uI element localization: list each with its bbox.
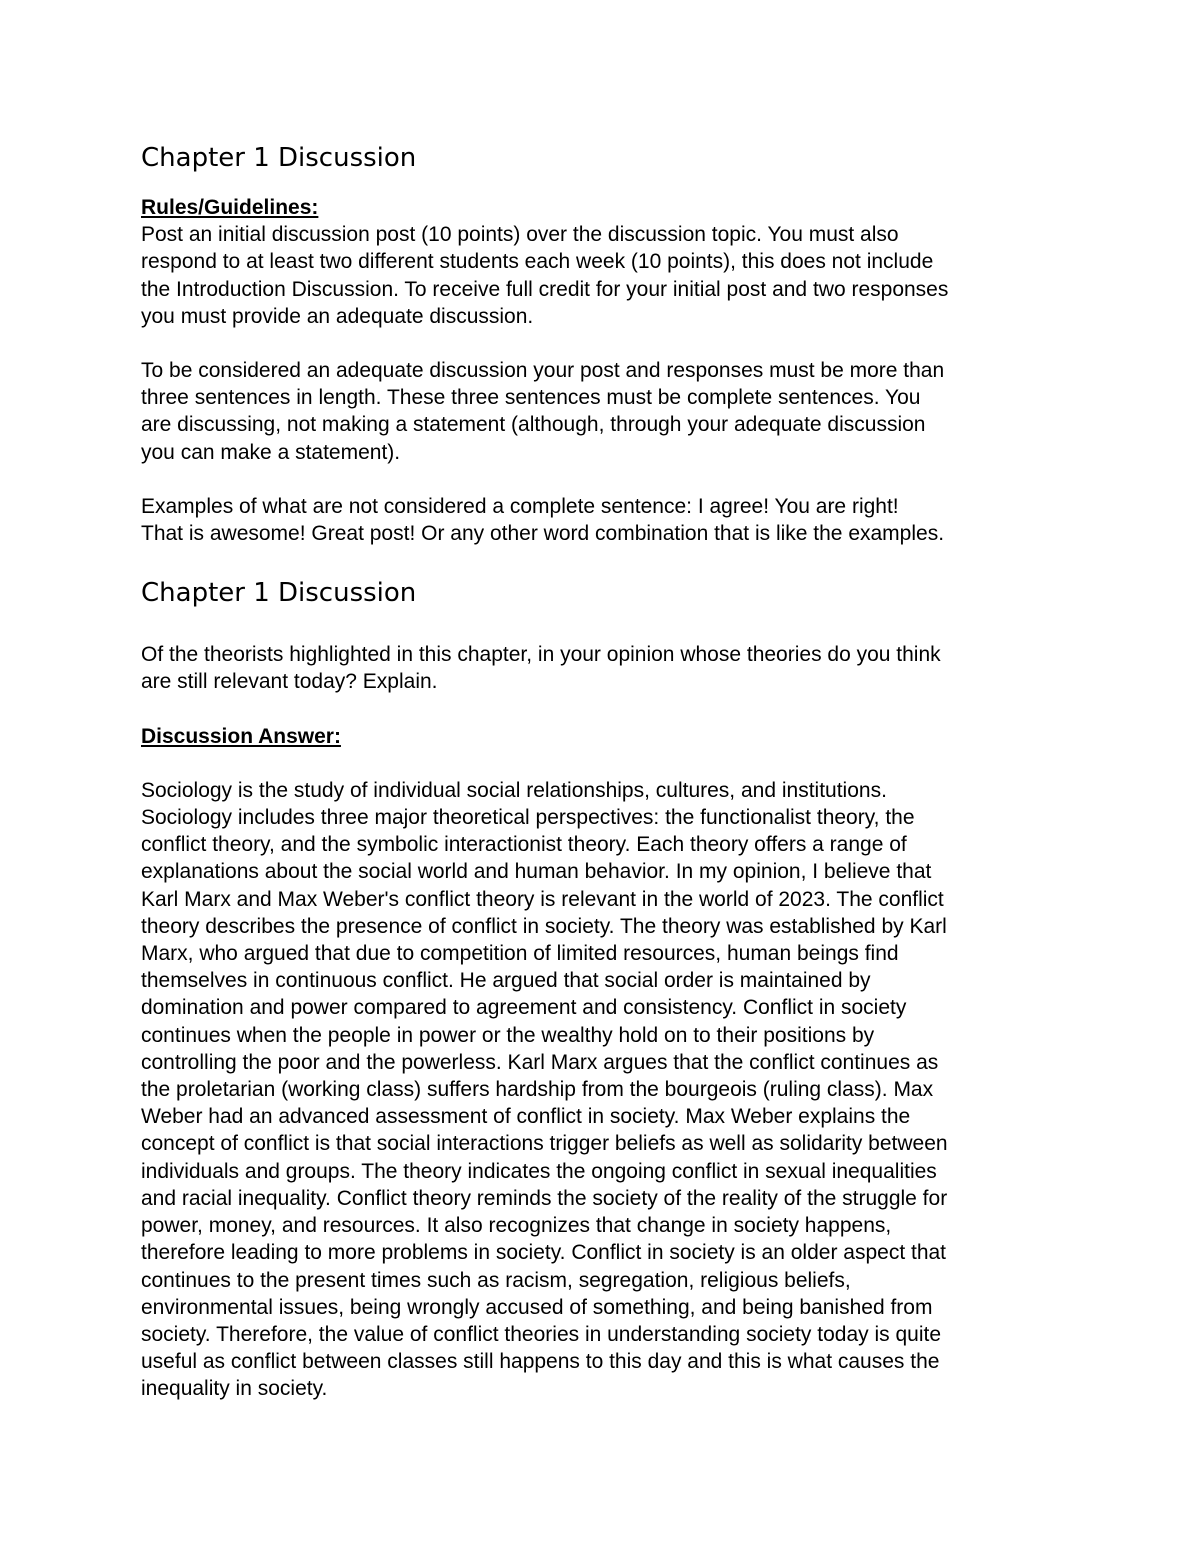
discussion-prompt: Of the theorists highlighted in this chapter, in your opinion whose theories do you think are still relevant today? Explain. xyxy=(141,643,941,694)
rules-paragraph-3: Examples of what are not considered a complete sentence: I agree! You are right! That is awesome! Great post! Or any other word combination that is like the examples. xyxy=(141,494,945,546)
discussion-answer: Sociology is the study of individual social relationships, cultures, and institutions. Sociology includes three major theoretical perspectives: the functionalist theory, the conflict theory, and the symbolic interactionist theory. Each theory offers a range of explanations about the social world and human behavior. In my opinion, I believe that Karl Marx and Max Weber's conflict theory is relevant in the world of 2023. The conflict theory describes the presence of conflict in society. The theory was established by Karl Marx, who argued that due to competition of limited resources, human beings find themselves in continuous conflict. He argued that social order is maintained by domination and power compared to agreement and consistency. Conflict in society continues when the people in power or the wealthy hold on to their positions by controlling the poor and the powerless. Karl Marx argues that the conflict continues as the proletarian (working class) suffers hardship from the bourgeois (ruling class). Max Weber had an advanced assessment of conflict in society. Max Weber explains the concept of conflict is that social interactions trigger beliefs as well as solidarity between individuals and groups. The theory indicates the ongoing conflict in sexual inequalities and racial inequality. Conflict theory reminds the society of the reality of the struggle for power, money, and resources. It also recognizes that change in society happens, therefore leading to more problems in society. Conflict in society is an older aspect that continues to the present times such as racism, segregation, religious beliefs, environmental issues, being wrongly accused of something, and being banished from society. Therefore, the value of conflict theories in understanding society today is quite useful as conflict between classes still happens to this day and this is what causes the inequality in society. xyxy=(141,778,948,1401)
rules-paragraph-1: Post an initial discussion post (10 points) over the discussion topic. You must also respond to at least two different students each week (10 points), this does not include the Introduction Discussion. To receive full credit for your initial post and two responses you must provide an adequate discussion. xyxy=(141,223,949,328)
document-page xyxy=(141,138,1071,1403)
rules-paragraph-2: To be considered an adequate discussion your post and responses must be more than three sentences in length. These three sentences must be complete sentences. You are discussing, not making a statement (although, through your adequate discussion you can make a statement). xyxy=(141,359,945,464)
answer-label: Discussion Answer: xyxy=(141,724,341,748)
discussion-title: Chapter 1 Discussion xyxy=(141,578,417,609)
rules-label: Rules/Guidelines: xyxy=(141,196,319,219)
page-title: Chapter 1 Discussion xyxy=(141,143,417,173)
